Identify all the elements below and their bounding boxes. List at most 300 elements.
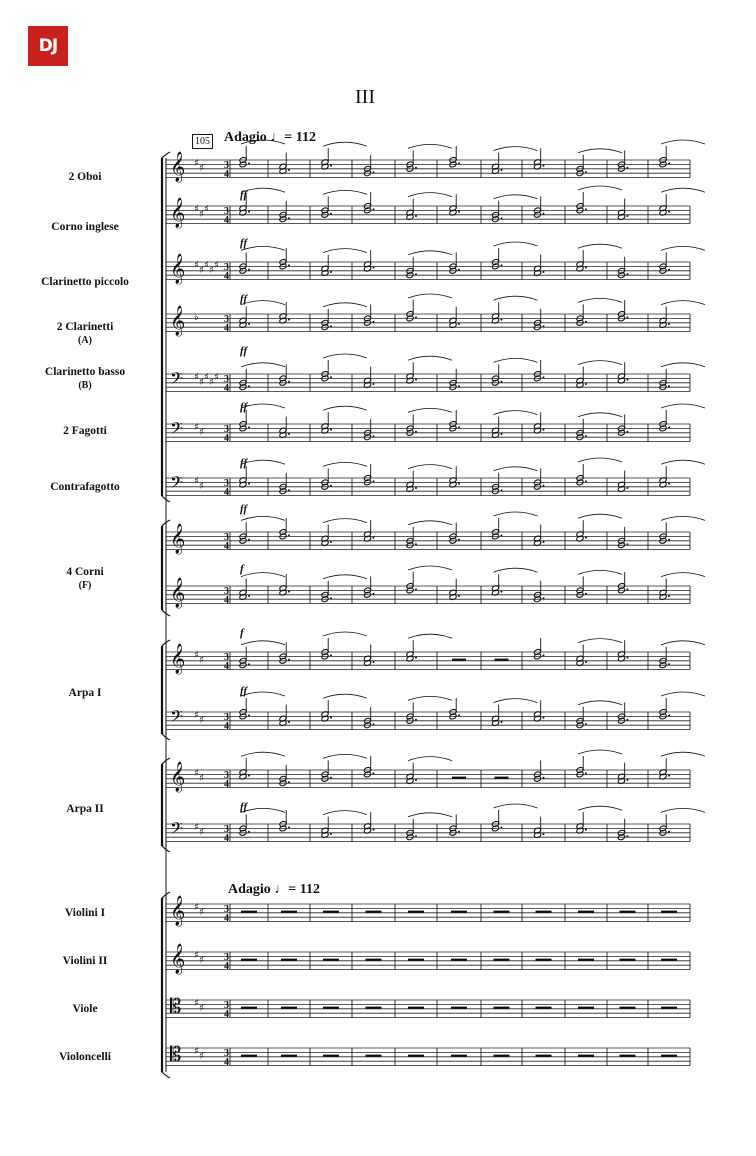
note-dot [627,215,629,217]
clef-glyph: 𝄢 [170,818,183,842]
whole-rest [366,911,382,913]
slur [241,140,285,144]
note-dot [288,534,290,536]
clef-glyph: 𝄞 [170,254,186,284]
slur [241,692,285,696]
note-dot [415,487,417,489]
note-dot [668,162,670,164]
slur [241,573,285,577]
slur [408,566,452,570]
note-dot [373,383,375,385]
note-dot [415,316,417,318]
note-dot [668,663,670,665]
time-signature-num: 3 [224,712,229,723]
time-signature-den: 4 [224,661,229,672]
slur [661,752,705,756]
slur [241,404,285,408]
note-dot [585,593,587,595]
key-accidental: ♯ [194,476,199,487]
note-dot [543,213,545,215]
note-dot [543,325,545,327]
note-dot [543,597,545,599]
note-dot [458,595,460,597]
instrument-label-viole: Viole [72,1003,98,1015]
key-accidental: ♯ [194,822,199,833]
rehearsal-mark: 105 [192,134,213,149]
note-dot [248,483,250,485]
note-dot [373,772,375,774]
time-signature-den: 4 [224,541,229,552]
key-accidental: ♯ [194,768,199,779]
note-dot [458,714,460,716]
whole-rest [661,911,677,913]
note-dot [585,208,587,210]
slur [661,363,705,367]
whole-rest [366,959,382,961]
dynamic-marking: f [240,627,244,639]
slur [408,813,452,817]
time-signature-den: 4 [224,487,229,498]
slur [408,144,452,148]
note-dot [585,723,587,725]
whole-rest [661,1055,677,1057]
slur [241,460,285,464]
note-dot [543,717,545,719]
whole-rest [281,911,297,913]
slur [408,356,452,360]
whole-rest [323,959,339,961]
slur [578,750,622,754]
note-dot [627,657,629,659]
whole-rest [366,1007,382,1009]
note-dot [330,485,332,487]
whole-rest [578,1007,594,1009]
time-signature-num: 3 [224,532,229,543]
slur [578,244,622,248]
time-signature-num: 3 [224,1048,229,1059]
note-dot [585,661,587,663]
key-accidental: ♯ [199,209,204,220]
note-dot [415,273,417,275]
time-signature-den: 4 [224,1009,229,1020]
dynamic-marking: ff [240,457,248,469]
note-dot [458,211,460,213]
note-dot [543,376,545,378]
whole-rest [536,959,552,961]
note-dot [415,657,417,659]
slur [241,363,285,367]
slur [494,296,538,300]
key-accidental: ♯ [199,907,204,918]
key-accidental: ♯ [199,827,204,838]
note-dot [458,831,460,833]
note-dot [668,426,670,428]
clef-glyph: 𝄢 [170,706,183,730]
slur [323,190,367,194]
note-dot [585,435,587,437]
slur [661,516,705,520]
note-dot [248,714,250,716]
key-accidental: ♯ [199,427,204,438]
slur [408,634,452,638]
clef-glyph: 𝄞 [170,578,186,608]
time-signature-den: 4 [224,271,229,282]
whole-rest [620,911,636,913]
whole-rest [578,911,594,913]
time-signature-den: 4 [224,433,229,444]
note-dot [668,714,670,716]
note-dot [585,480,587,482]
note-dot [458,483,460,485]
note-dot [543,429,545,431]
slur [661,641,705,645]
key-accidental: ♯ [199,377,204,388]
key-accidental: ♯ [204,260,209,271]
slur [241,752,285,756]
instrument-label-violoncelli: Violoncelli [59,1051,111,1063]
note-dot [288,169,290,171]
instrument-label-contrafagotto: Contrafagotto [50,481,120,493]
whole-rest [408,1055,424,1057]
whole-rest [661,1007,677,1009]
slur [323,519,367,523]
whole-rest [451,1007,467,1009]
note-dot [288,489,290,491]
whole-rest [408,911,424,913]
time-signature-den: 4 [224,169,229,180]
note-dot [668,539,670,541]
note-dot [373,829,375,831]
slur [323,811,367,815]
note-dot [627,779,629,781]
instrument-label-oboi: 2 Oboi [68,171,102,183]
note-dot [501,169,503,171]
bracket-hook [162,152,170,158]
slur [408,408,452,412]
note-dot [248,831,250,833]
note-dot [501,381,503,383]
note-dot [330,325,332,327]
dynamic-marking: ff [240,189,248,201]
whole-rest [241,1055,257,1057]
key-accidental: ♯ [199,1003,204,1014]
time-signature-num: 3 [224,1000,229,1011]
key-accidental: ♯ [194,422,199,433]
clef-glyph: 𝄡 [170,994,182,1018]
time-signature-num: 3 [224,478,229,489]
note-dot [288,217,290,219]
time-signature-den: 4 [224,913,229,924]
whole-rest [408,959,424,961]
note-dot [585,267,587,269]
whole-rest [241,959,257,961]
slur [578,298,622,302]
note-dot [415,835,417,837]
note-dot [288,826,290,828]
slur [408,521,452,525]
key-accidental: ♯ [194,1046,199,1057]
slur [661,460,705,464]
key-accidental: ♯ [214,260,219,271]
whole-rest [494,1055,510,1057]
whole-rest [281,1007,297,1009]
key-accidental: ♯ [199,163,204,174]
whole-rest [661,959,677,961]
note-dot [330,717,332,719]
clef-glyph: 𝄢 [170,418,183,442]
clef-glyph: 𝄞 [170,306,186,336]
note-dot [543,165,545,167]
slur [323,632,367,636]
time-signature-num: 3 [224,652,229,663]
clef-glyph: 𝄢 [170,368,183,392]
whole-rest [620,1055,636,1057]
dynamic-marking: ff [240,503,248,515]
note-dot [415,543,417,545]
note-dot [668,595,670,597]
note-dot [373,537,375,539]
slur [578,413,622,417]
key-accidental: ♯ [199,265,204,276]
whole-rest [494,911,510,913]
tempo-marking-top: Adagio ♩= 112 [224,130,316,145]
whole-rest [495,777,509,779]
note-dot [330,165,332,167]
dynamic-marking: ff [240,293,248,305]
slur [494,147,538,151]
note-dot [627,379,629,381]
slur [241,516,285,520]
clef-glyph: 𝄞 [170,198,186,228]
note-dot [501,433,503,435]
time-signature-den: 4 [224,833,229,844]
note-dot [330,777,332,779]
clef-glyph: 𝄞 [170,152,186,182]
time-signature-num: 3 [224,770,229,781]
note-dot [288,721,290,723]
note-dot [373,435,375,437]
slur [494,411,538,415]
key-accidental: ♯ [204,372,209,383]
key-accidental: ♯ [199,1051,204,1062]
key-accidental: ♯ [194,710,199,721]
clef-glyph: 𝄞 [170,524,186,554]
note-dot [248,162,250,164]
slur [408,465,452,469]
key-accidental: ♯ [199,773,204,784]
instrument-label-clarinetto-piccolo: Clarinetto piccolo [41,276,129,288]
time-signature-num: 3 [224,424,229,435]
slur [578,514,622,518]
note-dot [458,426,460,428]
slur [408,294,452,298]
slur [323,406,367,410]
note-dot [543,485,545,487]
key-accidental: ♭ [194,312,199,323]
bracket-hook [162,1072,170,1078]
tempo-marking-strings: Adagio ♩= 112 [228,882,320,897]
note-dot [373,321,375,323]
slur [661,808,705,812]
whole-rest [494,959,510,961]
note-dot [627,273,629,275]
instrument-label-clarinetti: 2 Clarinetti (A) [56,321,114,346]
slur [494,568,538,572]
slur [494,699,538,703]
note-dot [585,383,587,385]
instrument-label-fagotti: 2 Fagotti [63,425,107,437]
clef-glyph: 𝄡 [170,1042,182,1066]
note-dot [330,833,332,835]
note-dot [543,654,545,656]
whole-rest [451,1055,467,1057]
note-dot [543,541,545,543]
note-dot [415,167,417,169]
note-dot [501,264,503,266]
time-signature-num: 3 [224,262,229,273]
key-accidental: ♯ [209,265,214,276]
clef-glyph: 𝄞 [170,944,186,974]
note-dot [330,429,332,431]
key-accidental: ♯ [194,260,199,271]
dynamic-marking: ff [240,801,248,813]
note-dot [501,534,503,536]
note-dot [373,171,375,173]
slur [408,251,452,255]
note-dot [288,319,290,321]
slur [494,804,538,808]
whole-rest [323,1007,339,1009]
clef-glyph: 𝄢 [170,472,183,496]
note-dot [330,213,332,215]
note-dot [248,775,250,777]
instrument-label-violini-1: Violini I [64,907,106,919]
movement-number: III [355,86,375,108]
note-dot [501,319,503,321]
whole-rest [494,1007,510,1009]
note-dot [288,591,290,593]
note-dot [373,661,375,663]
whole-rest [241,911,257,913]
slur [323,694,367,698]
whole-rest [578,959,594,961]
slur [661,573,705,577]
key-accidental: ♯ [194,650,199,661]
time-signature-num: 3 [224,314,229,325]
note-dot [458,385,460,387]
note-dot [373,267,375,269]
key-accidental: ♯ [194,204,199,215]
slur [241,246,285,250]
slur [578,806,622,810]
slur [323,754,367,758]
whole-rest [452,659,466,661]
slur [661,188,705,192]
slur [241,808,285,812]
note-dot [330,271,332,273]
slur [578,186,622,190]
slur [323,303,367,307]
note-dot [288,381,290,383]
note-dot [248,211,250,213]
publisher-logo: DJ [28,26,68,66]
note-dot [288,433,290,435]
note-dot [668,483,670,485]
note-dot [585,321,587,323]
whole-rest [620,1007,636,1009]
note-dot [585,829,587,831]
whole-rest [451,959,467,961]
whole-rest [281,1055,297,1057]
key-accidental: ♯ [199,955,204,966]
note-dot [458,323,460,325]
whole-rest [452,777,466,779]
whole-rest [536,1055,552,1057]
time-signature-num: 3 [224,824,229,835]
instrument-label-clarinetto-basso: Clarinetto basso (B) [44,366,126,391]
note-dot [543,833,545,835]
slur [661,246,705,250]
note-dot [330,376,332,378]
note-dot [248,269,250,271]
note-dot [627,431,629,433]
note-dot [668,831,670,833]
note-dot [248,323,250,325]
slur [323,354,367,358]
slur [408,193,452,197]
note-dot [627,487,629,489]
note-dot [288,659,290,661]
key-accidental: ♯ [194,372,199,383]
key-accidental: ♯ [199,715,204,726]
whole-rest [281,959,297,961]
instrument-label-corno-inglese: Corno inglese [51,221,119,233]
clef-glyph: 𝄞 [170,896,186,926]
slur [661,404,705,408]
time-signature-num: 3 [224,160,229,171]
dynamic-marking: ff [240,237,248,249]
slur [494,195,538,199]
slur [661,692,705,696]
slur [578,149,622,153]
note-dot [668,269,670,271]
note-dot [501,826,503,828]
note-dot [501,489,503,491]
slur [241,188,285,192]
slur [578,361,622,365]
slur [494,467,538,471]
note-dot [248,385,250,387]
slur [408,696,452,700]
whole-rest [536,1007,552,1009]
note-dot [248,426,250,428]
note-dot [415,215,417,217]
note-dot [627,588,629,590]
whole-rest [408,1007,424,1009]
note-dot [415,379,417,381]
key-accidental: ♯ [209,377,214,388]
time-signature-num: 3 [224,374,229,385]
note-dot [458,539,460,541]
note-dot [627,543,629,545]
time-signature-den: 4 [224,779,229,790]
time-signature-num: 3 [224,586,229,597]
slur [494,512,538,516]
note-dot [330,541,332,543]
dynamic-marking: f [240,563,244,575]
clef-glyph: 𝄞 [170,644,186,674]
slur [408,757,452,761]
